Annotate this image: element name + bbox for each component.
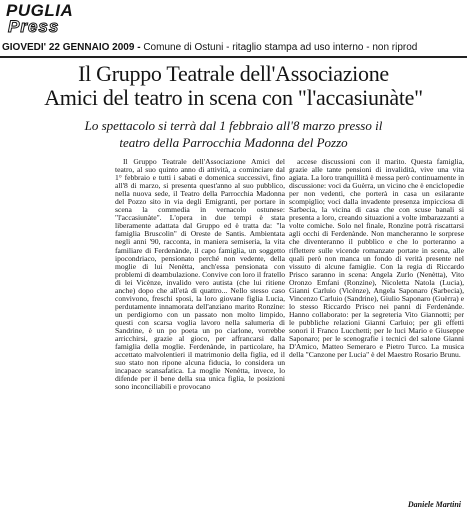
masthead-logo [6,2,76,38]
dateline-separator: - [134,42,144,53]
headline-line2: Amici del teatro in scena con "l'accasiunàte" [44,85,423,110]
article-text-left: Il Gruppo Teatrale dell'Associazione Amici del teatro, al suo quinto anno di attività, a cominciare dal 1° febbraio e tutti i sabati e domenica successivi, fino all'8 di marzo, si presenta quest'anno al suo pubblico, nella nuova sede, il Teatro della Parrocchia Madonna del Pozzo sito in via degli Emigranti, per portare in scena la commedia in vernacolo ostunese: "l'accasiunàte". L'opera in due tempi è stata liberamente adattata dal Gruppo ed è tratta da: "la famiglia Bruscolin" di Oreste de Santis. Ambientata negli anni '90, racconta, in maniera semiseria, la vita familiare di Ferdenànde, il capo famiglia, un soggetto ipocondriaco, pensionato perché non vedente, della moglie di lui Nenètta, anch'essa pensionata con problemi di deambulazione. Convive con loro il fratello di lei Vicènze, invalido vero autista (che lui ritiene anche) dopo che all'età di quattro... Nello stesso caso convivono, freschi sposi, la loro giovane figlia Lucia, perdutamente innamorata dell'anziano marito Ronzìne: un perdigiorno con un passato non molto limpido, questi con scarsa voglia lavoro nella salumeria di Sandrine, è un po poeta un po ciarlone, vorrebbe arricchirsi, grazie al gioco, per affrancarsi dalla famiglia della moglie. Ferdenànde, in particolare, ha accettato malvolentieri il matrimonio della figlia, ed il suo stato non ripone alcuna fiducia, lo considera un incapace scansafatica. La moglie Nenètta, invece, lo difende per il bene della sua unica figlia, le posizioni sono inconciliabili e provocano [115,157,285,392]
author-signature: Daniele Martini [407,500,461,509]
article-text-right: accese discussioni con il marito. Questa famiglia, grazie alle tante pensioni di invalidità, vive una vita agiata. La loro tranquillità è messa però continuamente in discussione: voci da Guèrra, un vicino che è enciclopedie per non vedenti, che porterà in casa un esilarante scompiglio; voci dalla invadente presenza impicciosa di Sarbecia, la vicina di casa che con scuse banali si presenta a loro, creando situazioni a volte imbarazzanti a volte comiche. Solo nel finale, Ronzìne potrà riscattarsi agli occhi di Ferdenànde. Non mancheranno le sorprese che diventeranno il pubblico e che lo porteranno a riflettere sulle vicende romanzate portate in scena, alle quali però non manca un fondo di verità presente nel vissuto di alcune famiglie. Con la regia di Riccardo Prisco saranno in scena: Angela Zurlo (Nenètta), Vito Oronzo Emfani (Ronzìne), Nicoletta Natola (Lucia), Gianni Carluio (Vicènze), Angela Saponaro (Sarbecia), Vincenzo Carluio (Sandrine), Giulio Saponaro (Guèrra) e lo stesso Riccardo Prisco nei panni di Ferdenànde. Hanno collaborato: per la segreteria Vito Giannotti; per le pubbliche relazioni Gianni Carluio; per gli effetti sonori il Franco Lucchetti; per le luci Mario e Giuseppe Saponaro; per le scenografie i tecnici del salone Gianni D'Amico, Matteo Semeraro e Pietro Turco. La musica della "Canzone per Lucia" è del Maestro Rosario Brunu. [289,157,464,360]
dateline [2,42,465,54]
header-rule [0,56,467,58]
article-column-right [289,158,464,359]
subheadline-line1: Lo spettacolo si terrà dal 1 febbraio all'8 marzo presso il [84,118,383,133]
headline-line1: Il Gruppo Teatrale dell'Associazione [78,61,389,86]
clipping-source: Comune di Ostuni - ritaglio stampa ad uso interno - non riprod [143,42,418,53]
subheadline [0,117,467,151]
publication-date: GIOVEDI' 22 GENNAIO 2009 [2,42,135,53]
headline [0,62,467,110]
subheadline-line2: teatro della Parrocchia Madonna del Pozzo [119,135,348,150]
masthead-line2: Press [8,17,60,36]
article-column-left [115,158,285,391]
masthead-line1: PUGLIA [6,1,74,20]
